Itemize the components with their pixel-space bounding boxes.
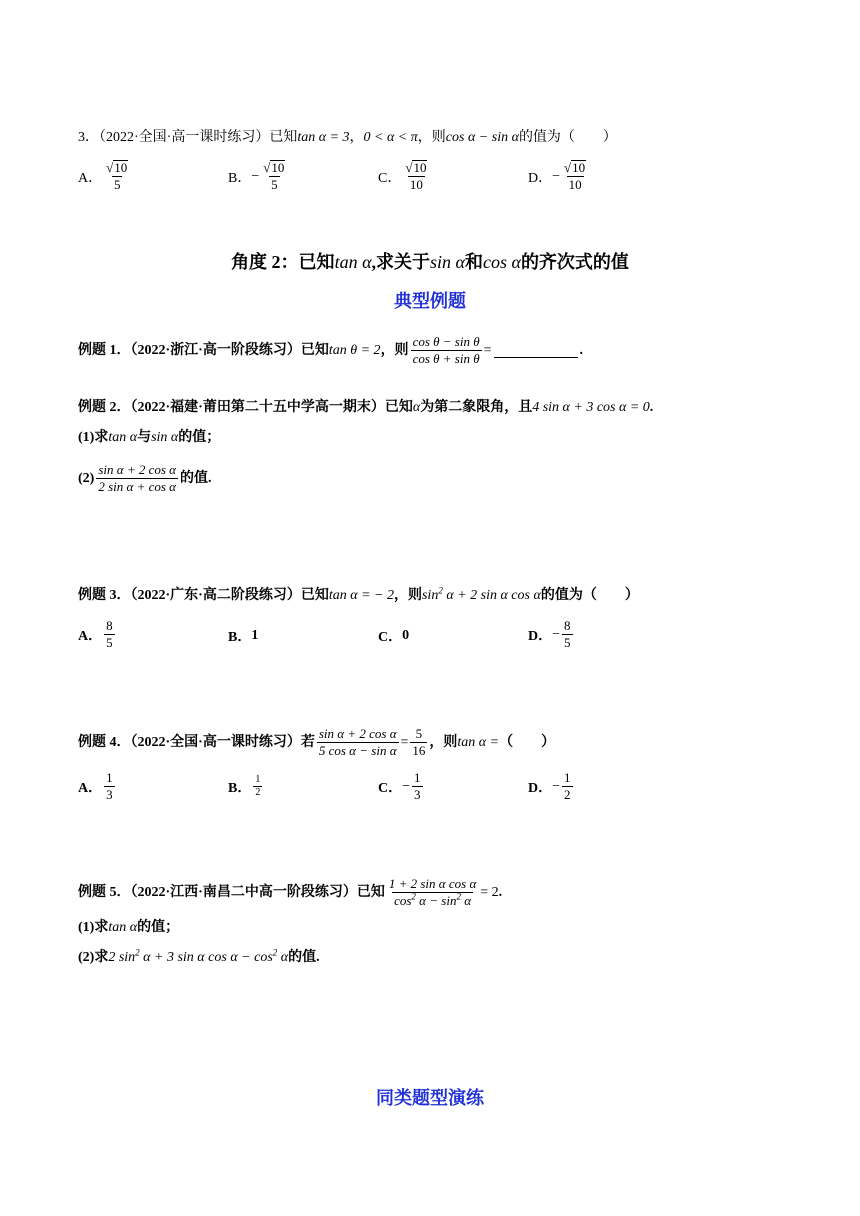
part-label: (1)求 — [78, 430, 109, 445]
denominator: 3 — [414, 787, 421, 802]
math-part: α + 3 sin α cos α − cos — [143, 950, 273, 965]
q3-condition-range: 0 < α < π — [363, 130, 418, 145]
ex3-condition: tan α = − 2 — [328, 588, 394, 603]
example-2 — [78, 398, 653, 418]
numerator: 1 — [106, 770, 113, 785]
heading-math: tan α — [334, 252, 372, 272]
math-part: α — [280, 950, 289, 965]
option-fraction — [562, 770, 573, 803]
alpha-symbol: α — [412, 400, 421, 415]
ex4-tail: （ ） — [499, 734, 556, 750]
period: . — [498, 884, 503, 900]
option-sign: − — [552, 626, 561, 642]
superscript: 2 — [456, 891, 461, 902]
question-3-stem — [78, 128, 617, 148]
denominator: 5 — [564, 635, 571, 650]
option-label: D． — [528, 628, 553, 644]
denominator: 2 — [564, 787, 571, 802]
numerator: 1 — [564, 770, 571, 785]
example-1 — [78, 334, 583, 367]
denominator: 2 sin α + cos α — [98, 479, 176, 494]
option-label: A． — [78, 628, 103, 644]
numerator: 8 — [564, 618, 571, 633]
denominator: 16 — [412, 743, 426, 758]
radicand: 10 — [413, 160, 427, 175]
denominator: 5 cos α − sin α — [318, 743, 397, 758]
denominator — [392, 892, 473, 909]
option-sign: − — [402, 778, 411, 794]
numerator: 1 — [414, 770, 421, 785]
denominator: 5 — [113, 177, 121, 192]
example-5 — [78, 876, 502, 909]
q3-expression: cos α − sin α — [445, 130, 519, 145]
den-part: α — [464, 893, 472, 908]
q3-stem-text: 3．（2022·全国·高一课时练习）已知 — [78, 130, 298, 145]
option-label: A． — [78, 170, 103, 186]
q3-separator-2: ，则 — [417, 130, 446, 145]
denominator: 5 — [106, 635, 113, 650]
q3-condition-tan: tan α = 3 — [297, 130, 350, 145]
example-label: 例题 2．（2022·福建·莆田第二十五中学高一期末）已知 — [78, 400, 413, 415]
example-5-part-2 — [78, 948, 320, 968]
option-fraction — [104, 770, 115, 803]
option-value: 0 — [402, 628, 410, 643]
numerator: sin α + 2 cos α — [98, 462, 176, 477]
option-sign: − — [552, 168, 561, 184]
heading-text: 的齐次式的值 — [520, 252, 629, 272]
option-value: 1 — [251, 628, 259, 643]
section-heading-angle-2 — [0, 248, 860, 274]
numerator: 1 + 2 sin α cos α — [388, 876, 477, 891]
numerator: 1 — [255, 774, 261, 785]
den-part: cos — [394, 893, 412, 908]
numerator: sin α + 2 cos α — [318, 726, 397, 741]
numerator: 5 — [415, 726, 423, 741]
ex4-option-c[interactable] — [378, 770, 425, 803]
part-tail: 的值； — [137, 920, 180, 935]
heading-text: 角度 2：已知 — [231, 252, 335, 272]
denominator: 3 — [106, 787, 113, 802]
ex1-condition: tan θ = 2 — [328, 342, 381, 358]
q3-option-d[interactable] — [528, 160, 590, 193]
ex3-option-d[interactable] — [528, 618, 575, 651]
superscript: 2 — [438, 585, 443, 596]
ex4-fraction — [317, 726, 399, 759]
option-fraction — [412, 770, 423, 803]
q3-tail: 的值为（ ） — [518, 130, 617, 145]
option-label: D． — [528, 170, 553, 186]
option-fraction: √ 10 10 — [405, 160, 427, 192]
part-label: (2) — [78, 470, 95, 486]
equals-two: = 2 — [480, 884, 499, 900]
radicand: 10 — [114, 160, 128, 175]
ex3-option-b[interactable] — [228, 626, 258, 646]
denominator: 2 — [255, 787, 261, 798]
ex2-mid: 为第二象限角，且 — [420, 400, 533, 415]
example-label: 例题 5．（2022·江西·南昌二中高一阶段练习）已知 — [78, 884, 385, 900]
math-tan: tan α — [108, 430, 138, 445]
ex1-mid: ，则 — [380, 342, 409, 358]
ex4-option-a[interactable] — [78, 770, 117, 803]
ex3-mid: ，则 — [393, 588, 422, 603]
option-fraction: √ 10 10 — [564, 160, 586, 192]
period: . — [579, 342, 584, 358]
example-2-part-1 — [78, 428, 220, 448]
ex4-option-b[interactable] — [228, 774, 264, 799]
math-tan: tan α — [108, 920, 138, 935]
den-part: α − sin — [419, 893, 457, 908]
example-4 — [78, 726, 555, 759]
typical-examples-title: 典型例题 — [394, 291, 466, 311]
practice-title: 同类题型演练 — [376, 1088, 484, 1108]
heading-math: cos α — [482, 252, 521, 272]
ex4-option-d[interactable] — [528, 770, 575, 803]
q3-option-c[interactable] — [378, 160, 431, 193]
part-label: (2)求 — [78, 950, 109, 965]
heading-math: sin α — [430, 252, 465, 272]
example-3 — [78, 586, 639, 606]
ex3-option-c[interactable] — [378, 626, 409, 646]
q3-option-a[interactable] — [78, 160, 132, 193]
part-label: (1)求 — [78, 920, 109, 935]
ex1-fraction — [411, 334, 482, 367]
option-label: C． — [378, 170, 402, 186]
example-2-part-2 — [78, 462, 212, 495]
option-fraction — [562, 618, 573, 651]
math-sin: sin α — [151, 430, 179, 445]
option-label: B． — [228, 170, 252, 186]
q3-option-b[interactable] — [228, 160, 289, 193]
example-5-part-1 — [78, 918, 179, 938]
ex4-mid: ，则 — [429, 734, 458, 750]
option-fraction — [104, 618, 115, 651]
radicand: 10 — [271, 160, 285, 175]
option-fraction: √ 10 5 — [263, 160, 285, 192]
option-label: B． — [228, 630, 252, 645]
answer-blank[interactable] — [494, 343, 578, 358]
option-fraction: √ 10 5 — [106, 160, 128, 192]
option-label: C． — [378, 630, 403, 645]
q3-separator-1: ， — [349, 130, 364, 145]
example-label: 例题 4．（2022·全国·高一课时练习）若 — [78, 734, 315, 750]
superscript: 2 — [135, 947, 140, 958]
denominator: 10 — [568, 177, 582, 192]
math-part: 2 sin — [108, 950, 136, 965]
ex3-tail: 的值为（ ） — [540, 588, 639, 603]
equals-sign: = — [400, 734, 409, 750]
denominator: 5 — [271, 177, 278, 192]
part-tail: 的值； — [178, 430, 221, 445]
option-fraction — [253, 774, 262, 799]
period: . — [649, 400, 654, 415]
equals-sign: = — [483, 342, 492, 358]
ex2-condition: 4 sin α + 3 cos α = 0 — [532, 400, 650, 415]
part-tail: 的值. — [288, 950, 320, 965]
option-label: B． — [228, 780, 252, 796]
connector: 与 — [137, 430, 152, 445]
example-label: 例题 3．（2022·广东·高二阶段练习）已知 — [78, 588, 329, 603]
ex2-fraction — [96, 462, 178, 495]
ex3-option-a[interactable] — [78, 618, 117, 651]
superscript: 2 — [272, 947, 278, 958]
heading-text: ,求关于 — [371, 252, 431, 272]
math-sin: sin — [421, 588, 439, 603]
option-label: D． — [528, 780, 553, 796]
ex4-ratio — [410, 726, 427, 759]
numerator: cos θ − sin θ — [412, 334, 480, 349]
option-label: C． — [378, 780, 403, 796]
ex5-fraction — [387, 876, 478, 909]
example-label: 例题 1．（2022·浙江·高一阶段练习）已知 — [78, 342, 329, 358]
numerator: 8 — [106, 618, 113, 633]
radicand: 10 — [572, 160, 586, 175]
denominator: 10 — [409, 177, 423, 192]
heading-text: 和 — [464, 252, 483, 272]
ex4-question: tan α = — [457, 734, 500, 750]
part-tail: 的值. — [180, 470, 212, 486]
ex3-expression: α + 2 sin α cos α — [446, 588, 541, 603]
option-label: A． — [78, 780, 103, 796]
option-sign: − — [251, 168, 260, 184]
option-sign: − — [552, 778, 561, 794]
superscript: 2 — [411, 891, 416, 902]
denominator: cos θ + sin θ — [412, 351, 480, 366]
